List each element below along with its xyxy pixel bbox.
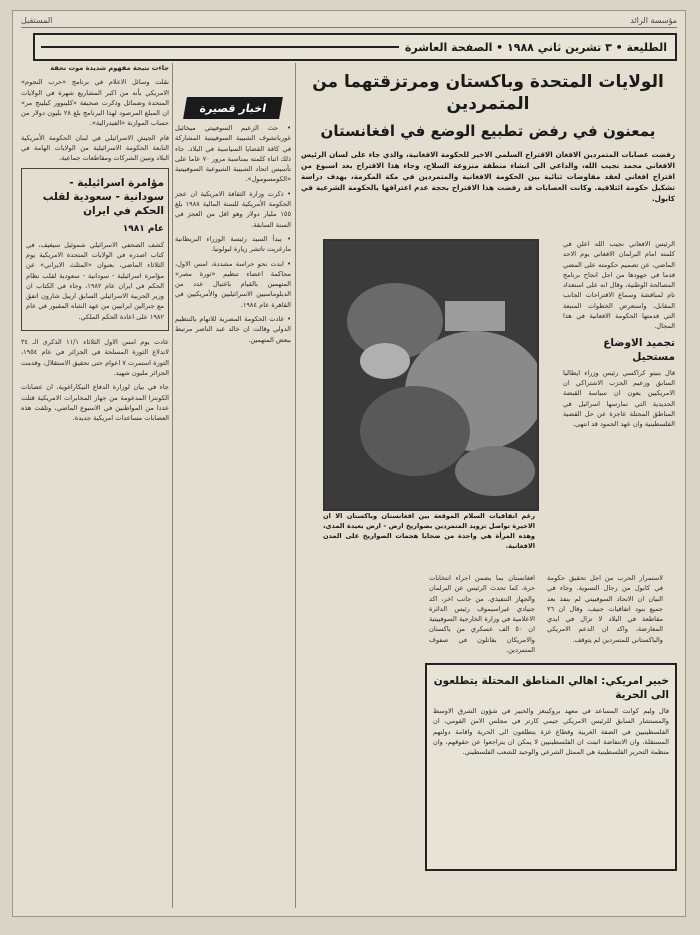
- left-column: [21, 63, 169, 908]
- right-subheading: تجميد الاوضاع مستحيل: [603, 336, 675, 363]
- news-photo: [323, 239, 539, 511]
- left-boxed-story: [21, 168, 169, 331]
- folio-bar: [33, 33, 677, 61]
- short-news-tab: [183, 97, 283, 119]
- right-paragraph-1: الرئيس الافغاني نجيب الله اعلن في كلمته امام البرلمان الافغاني يوم الاحد الماضي، عن تصميم حكومته على المضي قدما في جهودها من اجل انجاح برنامج المصالحة الوطنية، وقال انه على استعداد تام لمناقشة وسماع الاقتراحات الجانب المقابل، واستعرض الخطوات المتبعة التي قدمتها الحكومة الافغانية في هذا المجال.: [563, 240, 675, 331]
- mid-right-column: [547, 573, 663, 649]
- left-paragraph-4: جاء في بيان لوزارة الدفاع النيكاراغوية، ان عصابات الكونترا المدعومة من جهاز المخابرات الامريكية قتلت عددا من المواطنين في الاسبوع الماضي، وتلقت هذه العصابات مساعدات امريكية جديدة.: [21, 383, 169, 423]
- bottom-boxed-story: [425, 663, 677, 871]
- left-box-text: كشف الصحفي الاسرائيلي شموئيل سيغيف، في كتاب اصدره في الولايات المتحدة الامريكية يوم الثلاثاء الماضي، بعنوان «المثلث الايراني» عن مؤامرة اسرائيلية - سودانية - سعودية لقلب نظام الحكم في ايران عام ١٩٨٢، وجاء في الكتاب ان وزير الحربية الاسرائيلي السابق ارييل شارون اتفق مع جنرالين ايرانيين من عهد الشاه المقبور في عام ١٩٨٢ على اعادة الحكم الملكي.: [26, 240, 164, 321]
- short-news-item: • عادت الحكومة المصرية للاتهام بالتنظيم الدولي وقالت ان خالد عبد الناصر مرتبط ببعض المتهمين.: [175, 315, 291, 344]
- right-paragraph-2: قال بنيتو كراكسي رئيس وزراء ايطاليا السابق وزعيم الحزب الاشتراكي ان الامريكيين يعون ان سياسة القبضة الحديدية التي تمارسها اسرائيل في المناطق المحتلة عاجزة عن حل القضية الفلسطينية وان عهد الجمود قد انتهى.: [563, 368, 675, 429]
- column-separator: [172, 63, 173, 908]
- short-news-item: • حث الزعيم السوفييتي ميخائيل غورباتشوف الشبيبة السوفييتية المشاركة في كافة القضايا السياسية في البلاد. جاء ذلك اثناء كلمته بمناسبة مرور ٧٠ عاما على تأسيس اتحاد الشبيبة الشيوعية السوفييتية «الكومسومول».: [175, 124, 291, 184]
- mid-left-paragraph: افغانستان بما يضمن اجراء انتخابات حرة، كما تحدث الرئيس عن البرلمان والجهاز التنفيذي. من جانب اخر، اكد جنيادي غيراسيموف رئيس الدائرة الاعلامية في وزارة الخارجية السوفييتية ان ٥٠ الف عسكري من باكستان والامريكان يقاتلون في صفوف المتمردين.: [429, 574, 535, 655]
- newspaper-page: [12, 10, 686, 917]
- short-news-item: • ابدت نحو حراسة مشددة، امس الاول، محاكمة اعضاء تنظيم «ثورة مصر» المتهمين بالقيام باغتيال عدد من الدبلوماسيين الاسرائيليين والأمريكيين في القاهرة عام ١٩٨٤.: [175, 259, 291, 309]
- photo-caption: رغم اتفاقيات السلام الموقعة بين افغانستان وباكستان الا ان الاخيرة تواصل تزويد المتمردين بصواريخ ارض - ارض بعيدة المدى، وهذه المرأة هي واحدة من ضحايا هجمات الصواريخ على المدن الافغانية.: [323, 512, 535, 550]
- main-lead: رفضت عصابات المتمردين الافغان الاقتراح السلمي الاخير للحكومة الافغانية، والذي جاء على لسان الرئيس الافغاني محمد نجيب الله، والداعي الى انشاء منطقة منزوعة السلاح، وجاء هذا الاقتراح بعد اسبوع من اقتراح افغاني لعقد مفاوضات ثنائية بين الحكومة الافغانية والمتمردين في مكة المكرمة، بهدف دراسة تشكيل حكومة ائتلافية. وكانت العصابات قد رفضت هذا الاقتراح بحجة عدم اعترافها بالحكومة الشرعية في كابول.: [301, 150, 675, 203]
- main-subheadline: يمعنون في رفض تطبيع الوضع في افغانستان: [320, 122, 656, 140]
- top-strip-left: مؤسسة الرائد: [630, 15, 677, 25]
- top-strip-right: المستقبل: [21, 15, 53, 25]
- left-paragraph-3: عادت يوم امس الاول الثلاثاء ١١/١ الذكرى الـ ٣٤ لاندلاع الثورة المسلحة في الجزائر في عام ١٩٥٤، الثورة استمرت ٧ اعوام حتى تحقيق الاستقلال، وقدمت الجزائر مليون شهيد.: [21, 338, 169, 377]
- mid-right-paragraph: لاستمرار الحرب من اجل تحقيق حكومة في كابول من رجال التسوية. وجاء في البيان ان الاتحاد السوفييتي لم ينفذ بعد جميع بنود اتفاقيات جنيف، وقال ان ٢٦ مقاطعة في البلاد لا تزال في ايدي المعارضة، واكد ان الدعم الامريكي والباكستاني للمتمردين لم يتوقف.: [547, 574, 663, 644]
- mid-left-column: [429, 573, 535, 659]
- column-separator: [295, 63, 296, 908]
- left-box-year: عام ١٩٨١: [122, 223, 164, 234]
- short-news-body: [175, 123, 291, 349]
- left-paragraph-2: قام الجيش الاسرائيلي في لبنان الحكومة الأمريكية التابعة الحكومة الاسرائيلية من الولايات الهامة في البلاد وتبين الشركات ومقاطعات جماعية.: [21, 133, 169, 163]
- right-column: [563, 239, 675, 433]
- short-news-column: [175, 63, 291, 908]
- short-news-item: • ذكرت وزارة الثقافة الامريكية ان عجز الحكومة الأمريكية للسنة المالية ١٩٨٨ بلغ ١٥٥ مليار دولار وهو اقل من العجز في السنة السابقة.: [175, 189, 292, 229]
- folio-text: الطليعة • ٣ تشرين ثاني ١٩٨٨ • الصفحة العاشرة: [404, 40, 667, 54]
- left-top-text: جاءت نتيجة مفهوم شديدة موت نحفة: [50, 64, 169, 72]
- short-news-item: • يبدأ السيد رئيسة الوزراء البريطانية مارغريت تاتشر زيارة لبولونيا.: [175, 234, 291, 254]
- left-box-title: مؤامرة اسرائيلية - سودانية - سعودية لقلب الحكم في ايران: [42, 176, 164, 217]
- main-headline: الولايات المتحدة وباكستان ومرتزقتهما من المتمردين: [312, 72, 664, 114]
- left-paragraph-1: نقلت وسائل الاعلام في برنامج «حرب النجوم» الامريكي بأنه من اكبر المشاريع شهرة في الولايات المتحدة وضمائل وذكرت صحيفة «كلينوور كيلينج مر» ان المبلغ المرصود لهذا البرنامج بلغ ٢٨ بليون دولار من حساب الموازنة «الفيدرالية».: [21, 78, 169, 128]
- top-strip: [21, 13, 677, 28]
- bottom-box-text: قال وليم كوانت المساعد في معهد بروكينغز والخبير في شؤون الشرق الاوسط والمستشار السابق للرئيس الامريكي جيمي كارتر في مجلس الامن القومي، ان الفلسطينيين في الضفة الغربية وقطاع غزة يتطلعون الى الحرية واقامة دولتهم المستقلة، وان الانتفاضة اثبتت ان الفلسطينيين لا يمكن ان يتراجعوا عن حقوقهم، وان منظمة التحرير الفلسطينية هي الممثل الشرعي والوحيد للشعب الفلسطيني.: [433, 707, 669, 757]
- short-news-tab-label: اخبار قصيرة: [198, 101, 268, 115]
- folio-rule: [41, 46, 399, 48]
- bottom-box-title: خبير امريكي: اهالي المناطق المحتلة يتطلعون الى الحرية: [433, 675, 669, 701]
- photo-image: [325, 241, 537, 509]
